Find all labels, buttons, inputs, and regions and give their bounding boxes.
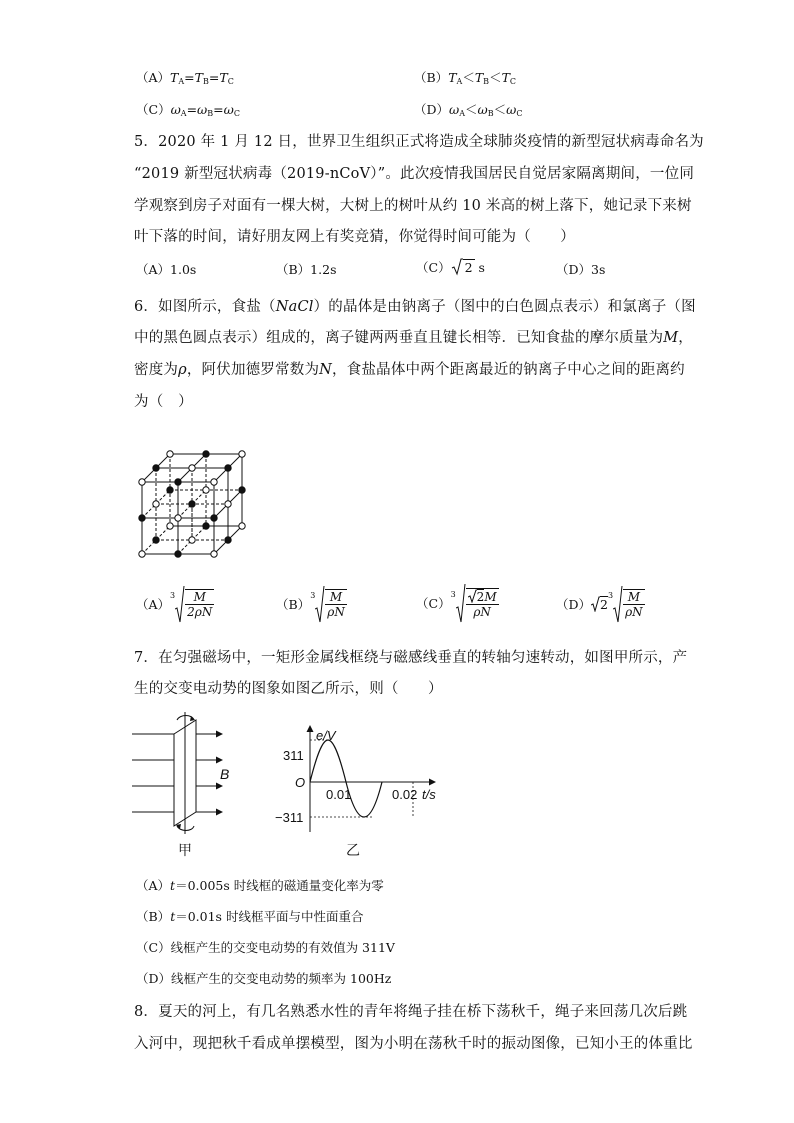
q6-line-3: 密度为ρ，阿伏加德罗常数为N，食盐晶体中两个距离最近的钠离子中心之间的距离约: [134, 362, 685, 378]
q4-option-a: $(A)T_A=T_B=T_C$: [136, 70, 234, 86]
q6-line-1: 6．如图所示，食盐（NaCl）的晶体是由钠离子（图中的白色圆点表示）和氯离子（图: [134, 299, 696, 315]
cube-root-symbol: [315, 585, 325, 623]
figure-jia-label: 甲: [178, 843, 192, 859]
sqrt-symbol: [613, 585, 623, 623]
q7-option-a: （A）t＝0.005s 时线框的磁通量变化率为零: [136, 878, 384, 893]
rotating-coil-figure: [130, 712, 250, 834]
q5-line-4: 叶下落的时间，请好朋友网上有奖竞猜，你觉得时间可能为（ ）: [134, 229, 575, 245]
magnetic-field-label: B: [220, 766, 230, 782]
q4-option-b: $(B)T_A<T_B<T_C$: [414, 70, 517, 86]
q8-line-2: 入河中，现把秋千看成单摆模型，图为小明在荡秋千时的振动图像，已知小王的体重比: [134, 1036, 693, 1052]
q5-line-3: 学观察到房子对面有一棵大树，大树上的树叶从约 10 米高的树上落下，她记录下来树: [134, 198, 692, 214]
sqrt-symbol: [591, 596, 600, 612]
q8-line-1: 8．夏天的河上，有几名熟悉水性的青年将绳子挂在桥下荡秋千，绳子来回荡几次后跳: [134, 1004, 688, 1020]
sqrt-symbol: [451, 258, 463, 276]
q7-option-c: （C）线框产生的交变电动势的有效值为 311V: [136, 940, 395, 955]
q6-line-2: 中的黑色圆点表示）组成的，离子键两两垂直且键长相等．已知食盐的摩尔质量为M，: [134, 330, 693, 346]
q6-option-c: $(C)^3$ $\frac{2M}{\rho N}$: [416, 583, 499, 623]
sine-curve: [310, 740, 382, 817]
q4-option-d: $(D)\omega_A<\omega_B<\omega_C$: [414, 102, 523, 118]
q5-option-a: （A）1.0s: [136, 262, 197, 277]
q5-option-d: （D）3s: [556, 262, 606, 277]
q4-option-c: $(C)\omega_A=\omega_B=\omega_C$: [136, 102, 240, 118]
q7-option-d: （D）线框产生的交变电动势的频率为 100Hz: [136, 971, 392, 986]
q7-option-b: （B）t＝0.01s 时线框平面与中性面重合: [136, 909, 364, 924]
sqrt-symbol: [468, 589, 477, 603]
figure-yi-label: 乙: [346, 843, 360, 859]
q5-line-2: “2019 新型冠状病毒（2019-nCoV）”。此次疫情我国居民自觉居家隔离期间，一位同: [134, 166, 695, 182]
y-min-label: −311: [275, 810, 304, 825]
y-max-label: 311: [283, 748, 304, 763]
origin-label: O: [295, 775, 306, 790]
nacl-crystal-figure: [130, 448, 256, 563]
cube-root-symbol: [456, 583, 466, 623]
q6-option-a: $(A)^3$ $\frac{M}{2\rho N}$: [136, 585, 214, 623]
x-axis-label: t/s: [422, 787, 436, 802]
q6-option-d: （D） $2^3$ $\frac{M}{\rho N}$: [556, 585, 645, 623]
q6-option-b: $(B)^3$ $\frac{M}{\rho N}$: [276, 585, 347, 623]
q6-line-4: 为（ ）: [134, 394, 193, 410]
q7-line-2: 生的交变电动势的图象如图乙所示，则（ ）: [134, 681, 443, 697]
q7-line-1: 7．在匀强磁场中，一矩形金属线框绕与磁感线垂直的转轴匀速转动，如图甲所示，产: [134, 650, 688, 666]
q5-option-b: （B）1.2s: [276, 262, 337, 277]
q5-option-c: （C） 2 s: [416, 260, 485, 275]
cube-root-symbol: [175, 585, 185, 623]
x-tick-0-02: 0.02: [392, 787, 418, 802]
x-tick-0-01: 0.01: [326, 787, 352, 802]
y-axis-label: e/V: [316, 728, 336, 743]
q5-line-1: 5．2020 年 1 月 12 日，世界卫生组织正式将造成全球肺炎疫情的新型冠状病毒命名为: [134, 134, 704, 150]
